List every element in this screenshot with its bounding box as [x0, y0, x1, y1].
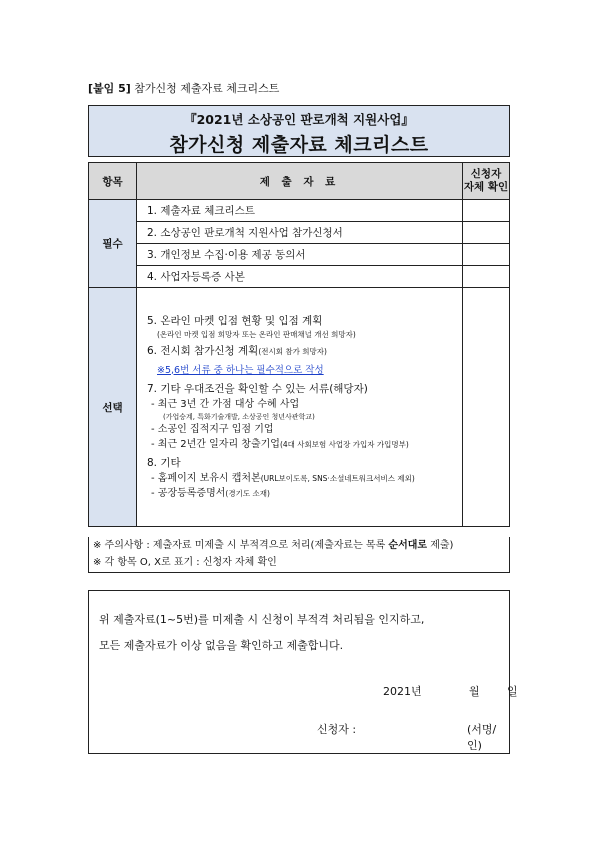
check-cell-3[interactable]	[463, 244, 510, 266]
optional-item-7-sub-3-text: - 최근 2년간 일자리 창출기업	[151, 438, 280, 450]
optional-item-8-sub-2-text: - 공장등록증명서	[151, 487, 226, 499]
category-optional: 선택	[89, 288, 137, 527]
check-cell-optional[interactable]	[463, 288, 510, 527]
date-year: 2021년	[383, 685, 422, 698]
applicant-label: 신청자 :	[317, 723, 357, 736]
required-item-4: 4. 사업자등록증 사본	[137, 266, 463, 288]
attachment-header	[88, 80, 279, 96]
check-cell-1[interactable]	[463, 200, 510, 222]
table-row	[89, 200, 510, 222]
header-documents: 제 출 자 료	[137, 163, 463, 200]
optional-items	[137, 288, 463, 527]
optional-item-7-sub-3-note: (4대 사회보험 사업장 가입자 가입명부)	[279, 439, 409, 449]
optional-item-6-text: 6. 전시회 참가신청 계획	[147, 344, 259, 357]
required-item-2: 2. 소상공인 판로개척 지원사업 참가신청서	[137, 222, 463, 244]
optional-item-8-sub-1	[147, 471, 456, 486]
optional-item-6	[147, 344, 456, 359]
signature-label: (서명/인)	[467, 723, 497, 752]
optional-item-8-sub-1-text: - 홈페이지 보유시 캡처본	[151, 472, 261, 484]
check-cell-4[interactable]	[463, 266, 510, 288]
header-self-check	[463, 163, 510, 200]
header-self-check-line2: 자체 확인	[463, 181, 509, 193]
required-item-1: 1. 제출자료 체크리스트	[137, 200, 463, 222]
optional-item-7-sub-3	[147, 437, 456, 452]
declaration-line-1: 위 제출자료(1~5번)를 미제출 시 신청이 부적격 처리됨을 인지하고,	[99, 613, 425, 626]
optional-item-7-sub-2: - 소공인 집적지구 입점 기업	[151, 423, 274, 435]
date-month: 월	[469, 685, 480, 698]
header-self-check-line1: 신청자	[470, 168, 502, 180]
note-1-suffix: 제출)	[427, 540, 454, 551]
table-row	[89, 222, 510, 244]
table-row	[89, 266, 510, 288]
optional-item-8: 8. 기타	[147, 456, 181, 469]
attachment-tag: [붙임 5]	[88, 82, 131, 95]
optional-item-8-sub-2-note: (경기도 소재)	[225, 488, 270, 498]
table-header-row	[89, 163, 510, 200]
page-title: 참가신청 제출자료 체크리스트	[169, 134, 429, 156]
optional-item-5-note: (온라인 마켓 입점 희망자 또는 온라인 판매채널 개선 희망자)	[157, 329, 356, 339]
declaration-line-2: 모든 제출자료가 이상 없음을 확인하고 제출합니다.	[99, 639, 344, 652]
note-1	[93, 537, 509, 554]
optional-item-8-sub-1-note: (URL보이도록, SNS·소셜네트워크서비스 제외)	[260, 473, 415, 483]
optional-item-7-sub-1-note: (가업승계, 특화기술개발, 소상공인 청년사관학교)	[163, 412, 315, 421]
optional-item-7: 7. 기타 우대조건을 확인할 수 있는 서류(해당자)	[147, 382, 368, 395]
optional-item-7-sub-1: - 최근 3년 간 가점 대상 수혜 사업	[151, 398, 300, 410]
optional-item-5: 5. 온라인 마켓 입점 현황 및 입점 계획	[147, 314, 323, 327]
check-cell-2[interactable]	[463, 222, 510, 244]
required-5-6-note: ※5,6번 서류 중 하나는 필수적으로 작성	[157, 364, 324, 376]
table-row	[89, 288, 510, 527]
title-subtitle: 『2021년 소상공인 판로개척 지원사업』	[184, 112, 414, 127]
note-1-prefix: ※ 주의사항 : 제출자료 미제출 시 부적격으로 처리(제출자료는 목록	[93, 540, 389, 551]
table-row	[89, 244, 510, 266]
optional-item-6-note: (전시회 참가 희망자)	[258, 346, 327, 356]
title-box	[88, 105, 510, 157]
note-2: ※ 각 항목 O, X로 표기 : 신청자 자체 확인	[93, 557, 277, 568]
header-category: 항목	[89, 163, 137, 200]
note-1-bold: 순서대로	[388, 540, 428, 551]
checklist-table	[88, 162, 510, 527]
required-item-3: 3. 개인정보 수집·이용 제공 동의서	[137, 244, 463, 266]
declaration-box	[88, 590, 518, 754]
category-required: 필수	[89, 200, 137, 288]
date-day: 일	[507, 685, 518, 698]
optional-item-8-sub-2	[147, 486, 456, 501]
notes-box	[88, 537, 510, 573]
attachment-title: 참가신청 제출자료 체크리스트	[134, 82, 280, 95]
